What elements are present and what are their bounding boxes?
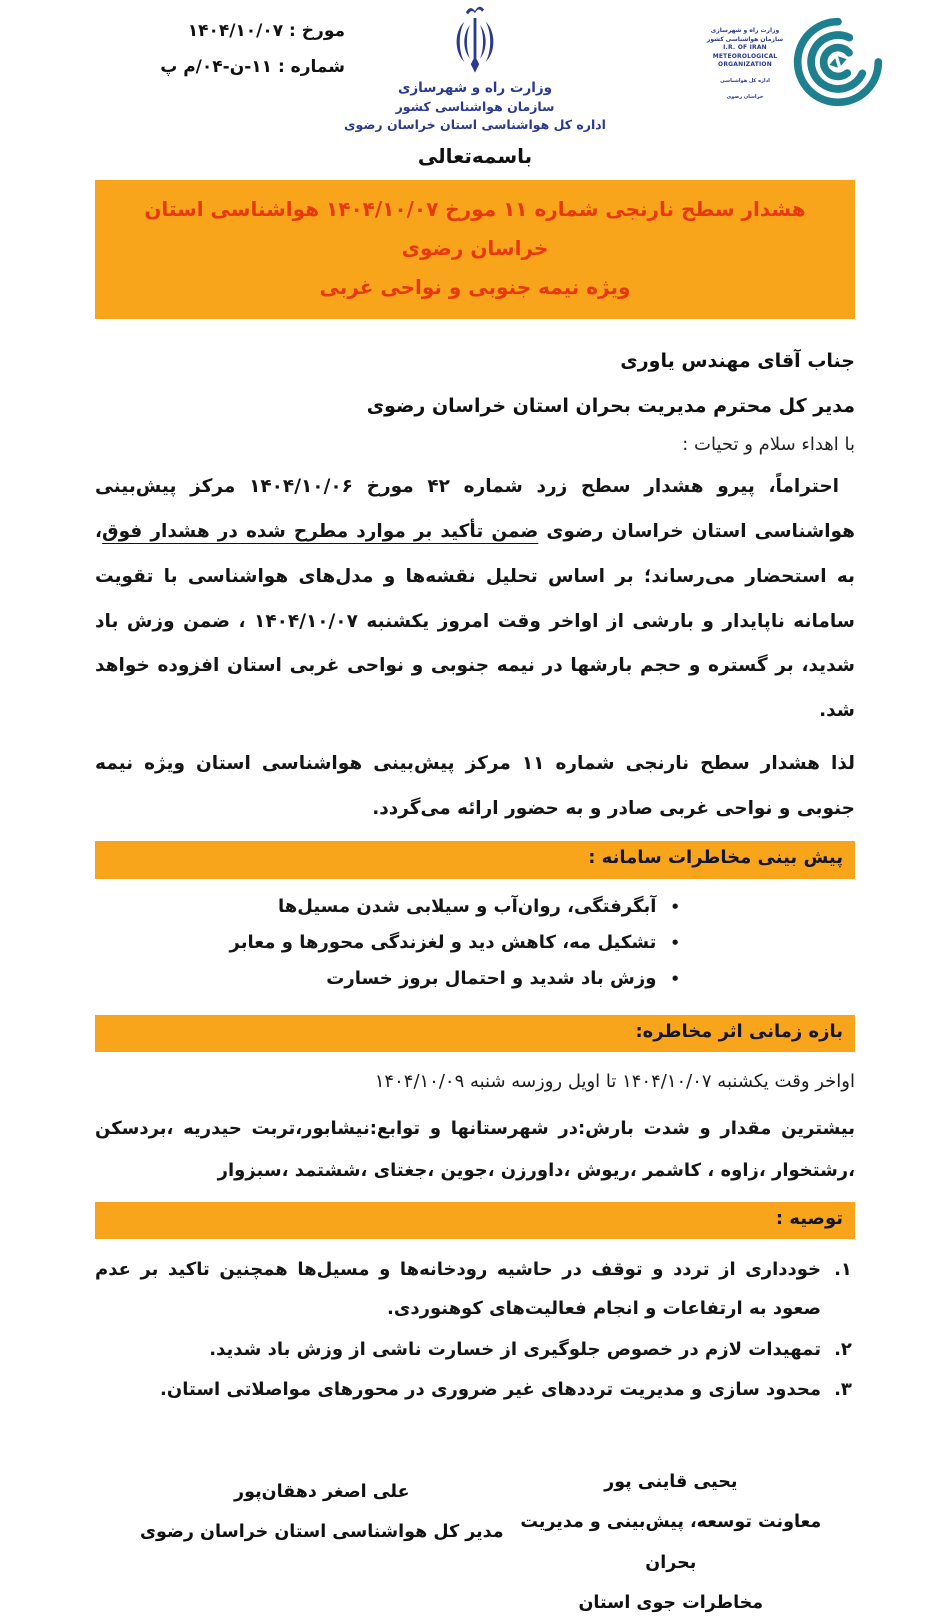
signature-deputy-title1: معاونت توسعه، پیش‌بینی و مدیریت بحران <box>520 1512 822 1573</box>
salutation: با اهداء سلام و تحیات : <box>682 434 855 456</box>
advice-item-number: ۲. <box>834 1338 852 1360</box>
section-header-advice: توصیه : <box>95 1202 855 1239</box>
logo-text-en1: I.R. OF IRAN <box>723 44 767 51</box>
warning-banner-line1: هشدار سطح نارنجی شماره ۱۱ مورخ ۱۴۰۴/۱۰/۰۷ هواشناسی استان خراسان رضوی <box>144 197 806 260</box>
hazard-item <box>95 889 680 925</box>
org-line-ministry: وزارت راه و شهرسازی <box>397 80 553 96</box>
bullet-icon: • <box>670 969 680 988</box>
logo-text-sub2: خراسان رضوی <box>726 93 764 100</box>
iran-emblem-icon <box>443 4 507 74</box>
logo-text-fa1: وزارت راه و شهرسازی <box>710 27 780 34</box>
logo-text-sub1: اداره کل هواشناسی <box>720 78 770 85</box>
meteorological-logo-text <box>702 14 788 101</box>
p1-lead: احتراماً، پیرو هشدار سطح زرد شماره ۴۲ مورخ ۱۴۰۴/۱۰/۰۶ مرکز پیش‌بینی هواشناسی استان خراسان رضوی <box>95 476 855 543</box>
recipient-block <box>95 339 855 428</box>
hazard-item <box>95 961 680 997</box>
logo-text-en3: ORGANIZATION <box>718 61 772 69</box>
signature-deputy-name: یحیی قاینی پور <box>604 1472 738 1493</box>
advice-item <box>95 1251 855 1328</box>
signature-deputy-title2: مخاطرات جوی استان <box>578 1592 764 1613</box>
warning-banner <box>95 180 855 319</box>
advice-item-text: خودداری از تردد و توقف در حاشیه رودخانه‌ها و مسیل‌ها همچنین تاکید بر عدم صعود به ارتفاعات و انجام فعالیت‌های کوهنوردی. <box>95 1259 821 1319</box>
signature-director-name: علی اصغر دهقان‌پور <box>234 1482 410 1503</box>
section-header-hazards: پیش بینی مخاطرات سامانه : <box>95 841 855 878</box>
hazards-list <box>95 879 855 1005</box>
letter-date: مورخ : ۱۴۰۴/۱۰/۰۷ <box>187 21 345 41</box>
signature-director <box>135 1462 509 1623</box>
bullet-icon: • <box>670 897 680 916</box>
meteorological-logo <box>702 14 892 110</box>
letter-content <box>0 180 950 1623</box>
bullet-icon: • <box>670 933 680 952</box>
advice-item-number: ۱. <box>834 1259 852 1281</box>
recipient-title: مدیر کل محترم مدیریت بحران استان خراسان رضوی <box>366 394 855 417</box>
rainfall-label: بیشترین مقدار و شدت بارش: <box>578 1117 855 1139</box>
advice-item <box>95 1371 855 1410</box>
logo-text-fa2: سازمان هواشناسی کشور <box>706 36 784 43</box>
signatures <box>95 1462 855 1623</box>
letter-number: شماره : ۱۱-ن-۰۴/م پ <box>160 56 345 77</box>
besmellah: باسمه‌تعالی <box>417 144 533 168</box>
hazard-item-text: وزش باد شدید و احتمال بروز خسارت <box>326 967 657 989</box>
letterhead <box>0 0 950 142</box>
time-range: اواخر وقت یکشنبه ۱۴۰۴/۱۰/۰۷ تا اویل روزسه شنبه ۱۴۰۴/۱۰/۰۹ <box>374 1070 855 1092</box>
signature-deputy <box>509 1462 833 1623</box>
advice-item <box>95 1331 855 1370</box>
signature-director-title: مدیر کل هواشناسی استان خراسان رضوی <box>139 1522 504 1543</box>
rainfall-cities: در شهرستانها و توابع:نیشابور،تربت حیدریه ،بردسکن ،رشتخوار ،زاوه ، کاشمر ،ریوش ،داورزن ،جوین ،جغتای ،ششتمد ،سبزوار <box>95 1117 855 1181</box>
spiral-logo-icon <box>790 14 886 110</box>
hazard-item-text: آبگرفتگی، روان‌آب و سیلابی شدن مسیل‌ها <box>278 895 657 917</box>
warning-banner-line2: ویژه نیمه جنوبی و نواحی غربی <box>319 275 631 299</box>
advice-item-number: ۳. <box>834 1379 852 1401</box>
section-header-timing: بازه زمانی اثر مخاطره: <box>95 1015 855 1052</box>
hazard-item <box>95 925 680 961</box>
advice-item-text: محدود سازی و مدیریت ترددهای غیر ضروری در محورهای مواصلاتی استان. <box>160 1379 821 1401</box>
body-paragraph-2: لذا هشدار سطح نارنجی شماره ۱۱ مرکز پیش‌بینی هواشناسی استان ویژه نیمه جنوبی و نواحی غربی صادر و به حضور ارائه می‌گردد. <box>95 752 855 819</box>
p1-underlined: ضمن تأکید بر موارد مطرح شده در هشدار فوق <box>102 521 539 543</box>
logo-text-en2: METEOROLOGICAL <box>712 52 778 60</box>
org-line-province-office: اداره کل هواشناسی استان خراسان رضوی <box>344 117 606 132</box>
advice-item-text: تمهیدات لازم در خصوص جلوگیری از خسارت ناشی از وزش باد شدید. <box>209 1338 821 1360</box>
advice-list <box>95 1239 855 1410</box>
org-line-organization: سازمان هواشناسی کشور <box>395 99 555 114</box>
recipient-name: جناب آقای مهندس یاوری <box>620 350 855 372</box>
rainfall-line <box>95 1108 855 1193</box>
hazard-item-text: تشکیل مه، کاهش دید و لغزندگی محورها و معابر <box>229 931 657 953</box>
p1-rest: ، به استحضار می‌رساند؛ بر اساس تحلیل نقشه‌ها و مدل‌های هواشناسی با تقویت سامانه ناپایدار و بارشی از اواخر وقت امروز یکشنبه ۱۴۰۴/۱۰/۰۷ ، ضمن وزش باد شدید، بر گستره و حجم بارشها در نیمه جنوبی و نواحی غربی استان افزوده خواهد شد. <box>95 521 855 722</box>
body-paragraph-1 <box>95 465 855 734</box>
